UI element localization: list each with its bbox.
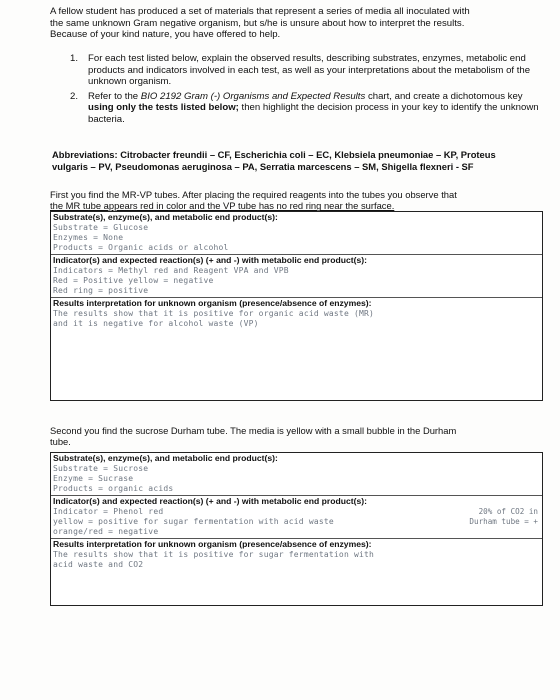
answer-line: Red = Positive yellow = negative bbox=[53, 276, 214, 285]
substrates-answer[interactable] bbox=[53, 223, 540, 253]
indicators-answer[interactable] bbox=[53, 266, 540, 296]
abbreviations-line: vulgaris – PV, Pseudomonas aeruginosa – PA, Serratia marcescens – SM, Shigella flexneri - SF bbox=[52, 160, 474, 172]
results-heading: Results interpretation for unknown organism (presence/absence of enzymes): bbox=[53, 539, 372, 549]
section2-substrates-row bbox=[51, 453, 542, 496]
substrates-answer[interactable] bbox=[53, 464, 540, 494]
answer-line: Enzymes = None bbox=[53, 233, 124, 242]
section2-intro-line: Second you find the sucrose Durham tube. The media is yellow with a small bubble in the Durham bbox=[50, 425, 457, 436]
section2-intro-line: tube. bbox=[50, 436, 71, 448]
answer-line: Enzyme = Sucrase bbox=[53, 474, 134, 483]
answer-line: Products = Organic acids or alcohol bbox=[53, 243, 229, 252]
instruction-text: For each test listed below, explain the observed results, describing substrates, enzymes, metabolic end products and indicators involved in each test, as well as your interpretations about the metabolism of the unknown organism. bbox=[88, 53, 531, 87]
instruction-item-2 bbox=[70, 91, 540, 126]
substrates-heading: Substrate(s), enzyme(s), and metabolic end product(s): bbox=[53, 453, 278, 463]
abbreviations bbox=[52, 149, 542, 172]
intro-line: Because of your kind nature, you have offered to help. bbox=[50, 29, 281, 40]
instruction-item-1 bbox=[70, 53, 540, 88]
instruction-text: then highlight the decision process in your key to identify the unknown bacteria. bbox=[88, 102, 539, 125]
section2-indicators-row bbox=[51, 496, 542, 539]
answer-line: Red ring = positive bbox=[53, 286, 149, 295]
section1-intro bbox=[50, 189, 540, 212]
section2-results-row bbox=[51, 539, 542, 603]
section1-substrates-row bbox=[51, 212, 542, 255]
instruction-number: 2. bbox=[70, 90, 79, 102]
intro-line: A fellow student has produced a set of materials that represent a series of media all inoculated with bbox=[50, 6, 470, 17]
substrates-heading: Substrate(s), enzyme(s), and metabolic end product(s): bbox=[53, 212, 278, 222]
answer-line: The results show that it is positive for sugar fermentation with bbox=[53, 550, 375, 559]
answer-line: The results show that it is positive for organic acid waste (MR) bbox=[53, 309, 375, 318]
section1-intro-line: First you find the MR-VP tubes. After placing the required reagents into the tubes you observe that bbox=[50, 189, 457, 200]
indicators-heading: Indicator(s) and expected reaction(s) (+ and -) with metabolic end product(s): bbox=[53, 255, 367, 265]
instruction-text: chart, and create a dichotomous key bbox=[365, 90, 523, 102]
answer-line: Indicators = Methyl red and Reagent VPA and VPB bbox=[53, 266, 289, 275]
note-line: 20% of CO2 in bbox=[478, 507, 538, 516]
results-answer[interactable] bbox=[53, 309, 540, 329]
indicators-answer[interactable] bbox=[53, 507, 540, 537]
section2-answer-box bbox=[50, 452, 543, 606]
instruction-list bbox=[70, 53, 540, 128]
durham-tube-note bbox=[469, 507, 538, 526]
answer-line: and it is negative for alcohol waste (VP) bbox=[53, 319, 259, 328]
intro-line: the same unknown Gram negative organism, but s/he is unsure about how to interpret the results. bbox=[50, 17, 465, 29]
section1-results-row bbox=[51, 298, 542, 398]
answer-line: Substrate = Sucrose bbox=[53, 464, 149, 473]
section1-intro-line: the MR tube appears red in color and the VP tube has no red ring near the surface. bbox=[50, 200, 395, 212]
instruction-number: 1. bbox=[70, 53, 79, 64]
indicators-heading: Indicator(s) and expected reaction(s) (+ and -) with metabolic end product(s): bbox=[53, 496, 367, 506]
note-line: Durham tube = + bbox=[469, 516, 538, 526]
results-answer[interactable] bbox=[53, 550, 540, 570]
intro-paragraph bbox=[50, 6, 540, 41]
instruction-emphasis: using only the tests listed below; bbox=[88, 102, 239, 113]
chart-reference: BIO 2192 Gram (-) Organisms and Expected Results bbox=[140, 90, 366, 102]
answer-line: Products = organic acids bbox=[53, 484, 174, 493]
answer-line: Indicator = Phenol red bbox=[53, 507, 164, 516]
section2-intro bbox=[50, 425, 540, 448]
answer-line: acid waste and CO2 bbox=[53, 560, 144, 569]
section1-answer-box bbox=[50, 211, 543, 401]
results-heading: Results interpretation for unknown organism (presence/absence of enzymes): bbox=[53, 298, 372, 308]
section1-indicators-row bbox=[51, 255, 542, 298]
answer-line: yellow = positive for sugar fermentation with acid waste bbox=[53, 517, 334, 526]
instruction-text: Refer to the bbox=[88, 90, 141, 102]
abbreviations-line: Abbreviations: Citrobacter freundii – CF, Escherichia coli – EC, Klebsiela pneumoniae – KP, Proteus bbox=[52, 149, 496, 160]
answer-line: orange/red = negative bbox=[53, 527, 159, 536]
answer-line: Substrate = Glucose bbox=[53, 223, 149, 232]
